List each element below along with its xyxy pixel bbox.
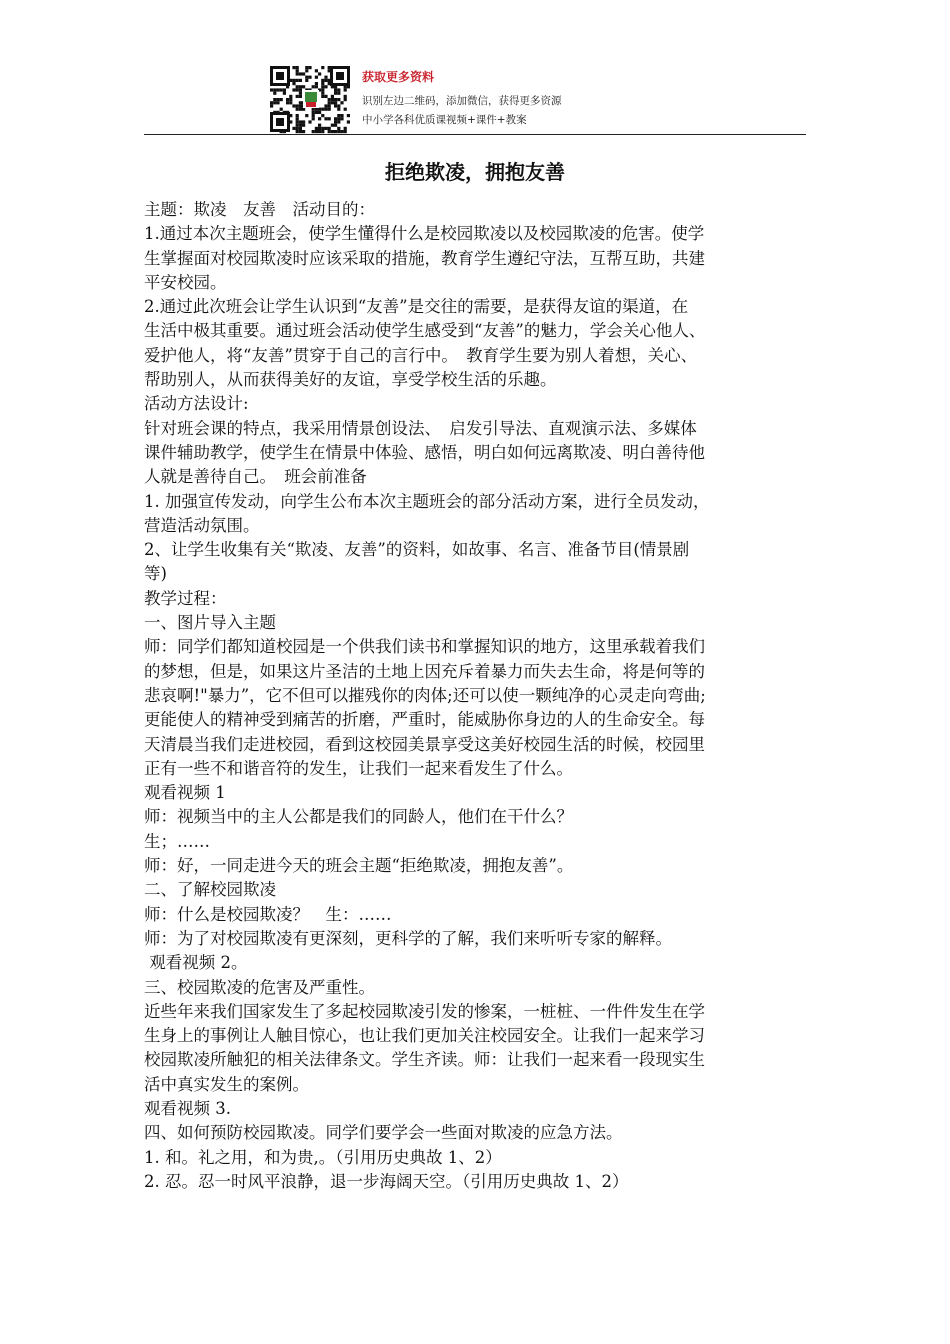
body-line: 课件辅助教学，使学生在情景中体验、感悟，明白如何远离欺凌、明白善待他 [144, 442, 705, 462]
body-line: 人就是善待自己。 班会前准备 [144, 467, 367, 487]
body-line: 一、图片导入主题 [144, 613, 276, 633]
qr-code-icon [270, 66, 352, 134]
header-banner [144, 62, 806, 134]
body-line: 活动方法设计: [144, 394, 249, 414]
body-line: 帮助别人，从而获得美好的友谊，享受学校生活的乐趣。 [144, 370, 557, 390]
body-line: 生掌握面对校园欺凌时应该采取的措施，教育学生遵纪守法，互帮互助，共建 [144, 248, 705, 268]
body-line: 平安校园。 [144, 272, 227, 292]
body-line: 爱护他人，将“友善”贯穿于自己的言行中。 教育学生要为别人着想，关心、 [144, 345, 698, 365]
body-line: 近些年来我们国家发生了多起校园欺凌引发的惨案，一桩桩、一件件发生在学 [144, 1001, 705, 1021]
body-line: 生；…… [144, 831, 210, 851]
body-line: 观看视频 3. [144, 1098, 231, 1118]
body-line: 主题：欺凌 友善 活动目的： [144, 200, 375, 219]
body-line: 正有一些不和谐音符的发生，让我们一起来看发生了什么。 [144, 758, 573, 778]
body-line: 等) [144, 564, 167, 584]
body-line: 师：什么是校园欺凌？ 生：…… [144, 904, 392, 924]
body-line: 教学过程： [144, 588, 227, 608]
body-line: 二、了解校园欺凌 [144, 880, 276, 900]
body-line: 悲哀啊!"暴力”，它不但可以摧残你的肉体;还可以使一颗纯净的心灵走向弯曲; [144, 685, 706, 705]
body-line: 的梦想，但是，如果这片圣洁的土地上因充斥着暴力而失去生命，将是何等的 [144, 661, 705, 681]
body-line: 2、让学生收集有关“欺凌、友善”的资料，如故事、名言、准备节目(情景剧 [144, 540, 690, 560]
body-line: 1. 和。礼之用，和为贵,。（引用历史典故 1、2） [144, 1147, 502, 1167]
body-line: 观看视频 2。 [144, 953, 248, 973]
body-line: 1.通过本次主题班会，使学生懂得什么是校园欺凌以及校园欺凌的危害。使学 [144, 224, 705, 244]
qr-code-graphic [270, 66, 352, 134]
body-line: 生身上的事例让人触目惊心，也让我们更加关注校园安全。让我们一起来学习 [144, 1026, 705, 1046]
body-line: 活中真实发生的案例。 [144, 1074, 309, 1094]
body-line: 师：同学们都知道校园是一个供我们读书和掌握知识的地方，这里承载着我们 [144, 637, 705, 657]
header-tagline: 中小学各科优质课视频+课件+教案 [362, 114, 527, 126]
body-line: 生活中极其重要。通过班会活动使学生感受到“友善”的魅力，学会关心他人、 [144, 321, 706, 341]
body-line: 师：好，一同走进今天的班会主题“拒绝欺凌，拥抱友善”。 [144, 856, 574, 876]
body-line: 1. 加强宣传发动，向学生公布本次主题班会的部分活动方案，进行全员发动， [144, 491, 710, 511]
body-line: 更能使人的精神受到痛苦的折磨，严重时，能威胁你身边的人的生命安全。每 [144, 710, 705, 730]
body-line: 三、校园欺凌的危害及严重性。 [144, 977, 375, 997]
header-text [362, 68, 782, 130]
body-line: 针对班会课的特点，我采用情景创设法、 启发引导法、直观演示法、多媒体 [144, 418, 697, 438]
body-line: 营造活动氛围。 [144, 515, 260, 535]
body-line: 校园欺凌所触犯的相关法律条文。学生齐读。师：让我们一起来看一段现实生 [144, 1050, 705, 1070]
header-divider [144, 134, 806, 135]
header-title: 获取更多资料 [362, 70, 435, 84]
body-line: 天清晨当我们走进校园，看到这校园美景享受这美好校园生活的时候，校园里 [144, 734, 705, 754]
body-line: 四、如何预防校园欺凌。同学们要学会一些面对欺凌的应急方法。 [144, 1123, 623, 1143]
header-subtitle: 识别左边二维码，添加微信，获得更多资源 [362, 95, 562, 107]
document-body [144, 198, 810, 1194]
body-line: 2. 忍。忍一时风平浪静，退一步海阔天空。（引用历史典故 1、2） [144, 1171, 629, 1191]
document-title: 拒绝欺凌，拥抱友善 [385, 160, 565, 184]
body-line: 师：为了对校园欺凌有更深刻，更科学的了解，我们来听听专家的解释。 [144, 928, 672, 948]
body-line: 2.通过此次班会让学生认识到“友善”是交往的需要，是获得友谊的渠道，在 [144, 297, 689, 317]
body-line: 观看视频 1 [144, 783, 226, 803]
body-line: 师：视频当中的主人公都是我们的同龄人，他们在干什么？ [144, 807, 573, 827]
